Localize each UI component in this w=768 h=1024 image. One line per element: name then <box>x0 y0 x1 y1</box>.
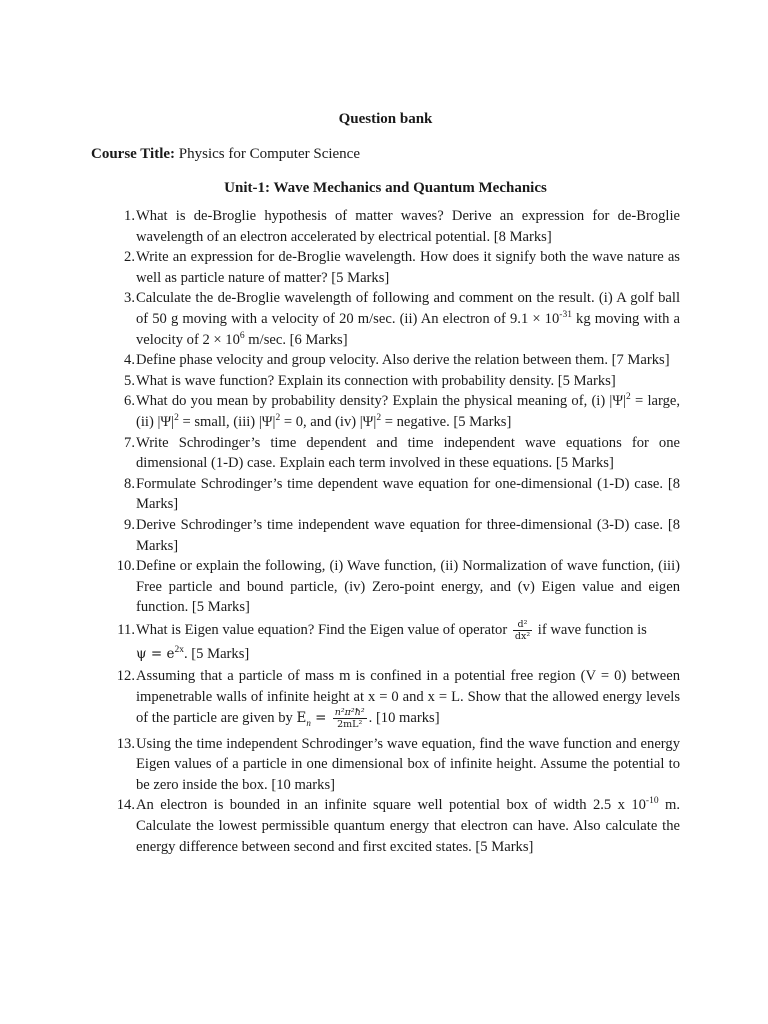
question-item <box>91 618 680 666</box>
superscript: -10 <box>645 796 659 807</box>
question-text-segment: An electron is bounded in an infinite square well potential box of width 2.5 x 10 <box>136 797 646 814</box>
question-number: 14. <box>116 797 135 814</box>
question-item <box>91 515 680 556</box>
question-number: 3. <box>124 290 135 307</box>
question-text-segment: kg moving with a velocity of 2 × 10 <box>136 310 680 348</box>
course-title-line <box>91 144 680 164</box>
question-number: 1. <box>124 208 135 224</box>
course-title-label: Course Title: <box>91 146 176 162</box>
question-text: Define or explain the following, (i) Wave function, (ii) Normalization of wave function, (iii) Free particle and bound particle, (iv) Zero-point energy, and (v) Eigen value and eigen function. [5 Marks] <box>136 558 680 616</box>
operator-denominator: dx² <box>514 631 531 643</box>
energy-fraction <box>333 707 367 730</box>
question-text-segment: = negative. [5 Marks] <box>381 413 512 430</box>
question-item <box>91 474 680 515</box>
question-number: 7. <box>124 434 135 451</box>
question-number: 9. <box>124 516 135 533</box>
question-text-segment: What do you mean by probability density? Explain the physical meaning of, (i) |Ψ| <box>136 393 627 410</box>
energy-denominator: 2mL² <box>337 719 363 731</box>
question-item <box>91 666 680 734</box>
question-text-segment: = large, (ii) |Ψ| <box>136 393 681 430</box>
question-text: Using the time independent Schrodinger’s wave equation, find the wave function and energy Eigen values of a particle in one dimensional box of infinite height. Assume the potential to be zero inside the box. [10 marks] <box>136 735 680 793</box>
question-item <box>91 795 680 857</box>
question-item <box>91 247 680 288</box>
question-text: Define phase velocity and group velocity. Also derive the relation between them. [7 Marks] <box>136 352 670 369</box>
document-title: Question bank <box>338 111 433 127</box>
formula-subscript: n <box>306 717 311 728</box>
question-text <box>136 797 680 854</box>
question-text <box>136 668 680 731</box>
question-text-segment: if wave function is <box>537 621 647 638</box>
question-text-segment: Assuming that a particle of mass m is confined in a potential free region (V = 0) between impenetrable walls of infinite height at x = 0 and x = L. Show that the allowed energy levels of the particle are given by <box>136 668 680 727</box>
question-text-segment: m. Calculate the lowest permissible quantum energy that electron can have. Also calculate the energy difference between second and first excited states. [5 Marks] <box>136 797 681 855</box>
question-number: 4. <box>124 352 135 369</box>
question-item <box>91 288 680 350</box>
question-number: 5. <box>124 372 135 389</box>
question-text-segment: What is Eigen value equation? Find the Eigen value of operator <box>136 621 508 638</box>
question-text <box>136 393 680 430</box>
question-number: 12. <box>116 668 135 685</box>
operator-fraction <box>513 619 532 642</box>
question-text-segment: m/sec. [6 Marks] <box>244 331 348 348</box>
question-item <box>91 206 680 247</box>
question-text-segment: = small, (iii) |Ψ| <box>178 413 276 430</box>
formula-equals: = <box>310 710 331 727</box>
question-number: 8. <box>124 475 135 492</box>
question-item <box>91 734 680 796</box>
question-item <box>91 371 680 392</box>
operator-numerator: d² <box>513 619 532 631</box>
superscript: 2 <box>626 392 631 403</box>
formula-lhs: E <box>296 710 307 727</box>
question-text <box>136 290 680 347</box>
question-marks: . [5 Marks] <box>183 646 250 663</box>
psi-exponent: 2x <box>174 645 184 656</box>
question-text: Write an expression for de-Broglie wavelength. How does it signify both the wave nature as well as particle nature of matter? [5 Marks] <box>136 249 680 286</box>
psi-equation: ψ = e <box>136 646 175 663</box>
question-text <box>136 619 647 663</box>
question-item <box>91 391 680 432</box>
question-text: Derive Schrodinger’s time independent wave equation for three-dimensional (3-D) case. [8 Marks] <box>136 516 680 554</box>
question-number: 13. <box>116 735 135 752</box>
question-item <box>91 556 680 618</box>
question-number: 2. <box>124 249 135 266</box>
superscript: 2 <box>376 412 382 423</box>
superscript: 2 <box>275 412 281 423</box>
unit-title: Unit-1: Wave Mechanics and Quantum Mechanics <box>224 180 547 196</box>
question-list <box>91 206 680 857</box>
question-marks: . [10 marks] <box>368 710 440 727</box>
energy-numerator: n²π²ħ² <box>334 707 365 719</box>
question-number: 10. <box>116 558 135 575</box>
question-text: Write Schrodinger’s time dependent and time independent wave equations for one dimensional (1-D) case. Explain each term involved in these equations. [5 Marks] <box>136 434 680 472</box>
question-text: What is wave function? Explain its connection with probability density. [5 Marks] <box>136 372 616 389</box>
question-item <box>91 433 680 474</box>
course-title-value: Physics for Computer Science <box>178 146 360 162</box>
question-text-segment: = 0, and (iv) |Ψ| <box>280 413 377 430</box>
question-item <box>91 350 680 371</box>
superscript: -31 <box>559 309 572 320</box>
superscript: 6 <box>239 330 245 341</box>
question-number: 6. <box>124 393 135 410</box>
question-number: 11. <box>117 621 135 638</box>
superscript: 2 <box>174 412 179 423</box>
question-text: What is de-Broglie hypothesis of matter waves? Derive an expression for de-Broglie wavelength of an electron accelerated by electrical potential. [8 Marks] <box>136 208 680 245</box>
question-text: Formulate Schrodinger’s time dependent wave equation for one-dimensional (1-D) case. [8 Marks] <box>136 475 680 513</box>
question-text-segment: Calculate the de-Broglie wavelength of following and comment on the result. (i) A golf ball of 50 g moving with a velocity of 20 m/sec. (ii) An electron of 9.1 × 10 <box>136 290 680 327</box>
